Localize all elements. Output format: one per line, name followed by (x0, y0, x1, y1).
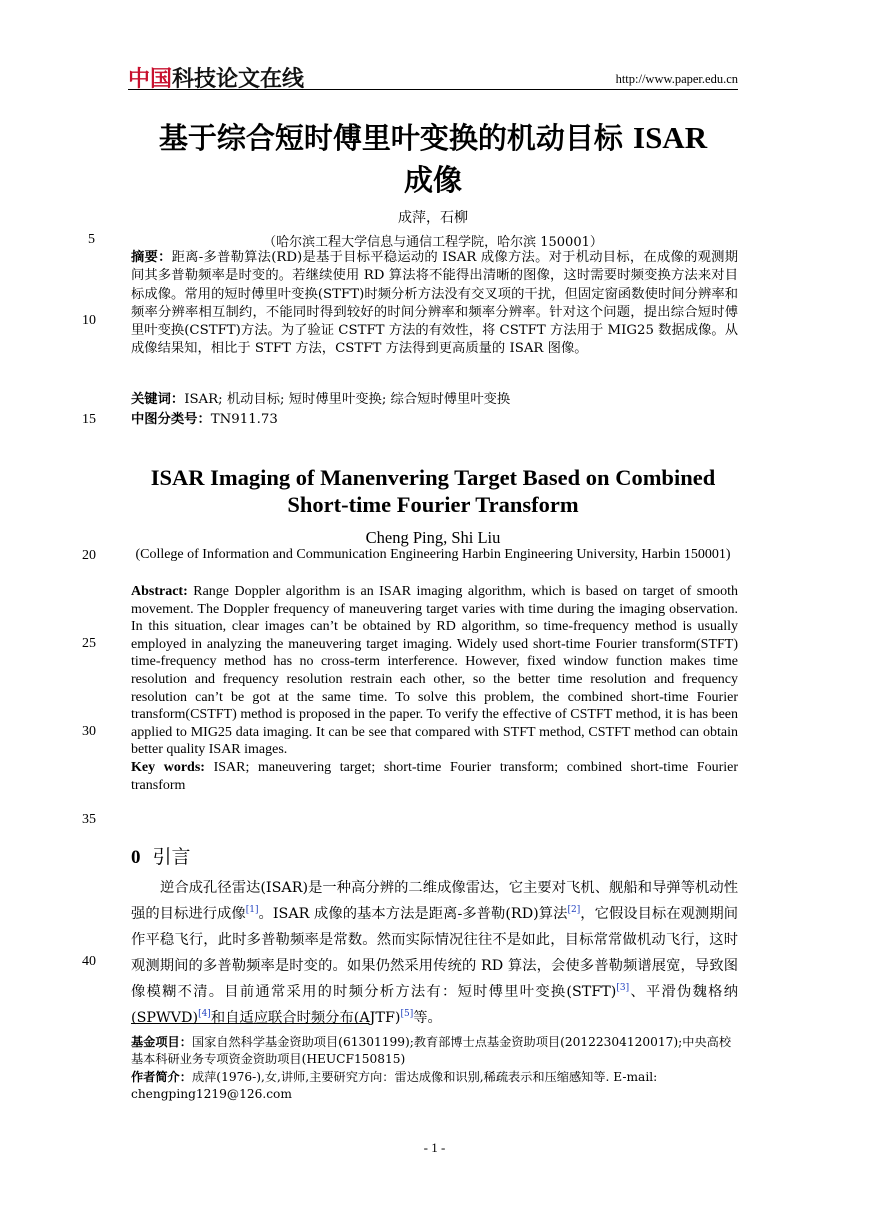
title-cn (128, 117, 738, 201)
intro-text: 等。 (413, 1010, 442, 1026)
intro-paragraph (131, 875, 738, 1031)
site-url[interactable]: http://www.paper.edu.cn (615, 72, 738, 86)
title-en-line1: ISAR Imaging of Manenvering Target Based on Combined (150, 465, 716, 490)
abstract-cn (131, 249, 738, 359)
page-number: - 1 - (423, 1140, 446, 1155)
logo-text-black: 科技论文在线 (172, 67, 305, 92)
classification-cn (131, 411, 738, 429)
keywords-cn-label: 关键词： (131, 392, 185, 407)
footnote-author (131, 1069, 738, 1102)
line-number: 15 (82, 412, 96, 427)
abstract-en-label: Abstract: (131, 584, 188, 599)
abstract-en (131, 583, 738, 794)
logo-text-red: 中国 (128, 67, 173, 92)
section-number: 0 (131, 847, 141, 868)
affiliation-en: (College of Information and Communication Engineering Harbin Engineering University, Harbin 150001) (135, 547, 731, 562)
line-number: 5 (88, 232, 95, 247)
citation-link[interactable]: [1] (245, 905, 259, 916)
classification-cn-text: TN911.73 (210, 412, 278, 427)
footnote-author-label: 作者简介： (131, 1070, 192, 1084)
authors-en: Cheng Ping, Shi Liu (365, 528, 501, 547)
citation-link[interactable]: [4] (198, 1009, 211, 1020)
affiliation-cn: （哈尔滨工程大学信息与通信工程学院，哈尔滨 150001） (263, 235, 603, 250)
line-number: 30 (82, 724, 96, 739)
intro-text: ，它假设目标在观测期间作平稳飞行，此时多普勒频率是常数。然而实际情况往往不是如此，目标常常做机动飞行，这时观测期间的多普勒频率是时变的。如果仍然采用传统的 RD 算法，会使多普勒频谱展宽，导致图像模糊不清。目前通常采用的时频分析方法有：短时傅里叶变换(STFT) (131, 906, 738, 1000)
intro-text: 、平滑伪魏格纳(SPWVD) (131, 984, 738, 1026)
section-title: 引言 (152, 846, 191, 868)
footnote-fund (131, 1034, 738, 1067)
classification-cn-label: 中图分类号： (131, 412, 211, 427)
line-number: 10 (82, 313, 96, 328)
title-cn-line1: 基于综合短时傅里叶变换的机动目标 (158, 121, 633, 155)
line-number: 40 (82, 954, 96, 969)
keywords-en-label: Key words: (131, 759, 205, 775)
intro-text: 。ISAR 成像的基本方法是距离-多普勒(RD)算法 (258, 906, 568, 922)
title-cn-line1-latin: ISAR (633, 120, 708, 155)
abstract-cn-text: 距离-多普勒算法(RD)是基于目标平稳运动的 ISAR 成像方法。对于机动目标，在成像的观测期间其多普勒频率是时变的。若继续使用 RD 算法将不能得出清晰的图像，这时需要时频变换方法来对目标成像。常用的短时傅里叶变换(STFT)时频分析方法没有交叉项的干扰，但固定窗函数使时间分辨率和频率分辨率相互制约，不能同时得到较好的时间分辨率和频率分辨率。针对这个问题，提出综合短时傅里叶变换(CSTFT)方法。为了验证 CSTFT 方法的有效性，将 CSTFT 方法用于 MIG25 数据成像。从成像结果知，相比于 STFT 方法，CSTFT 方法得到更高质量的 ISAR 图像。 (131, 250, 739, 357)
title-en-line2: Short-time Fourier Transform (287, 492, 579, 517)
keywords-en-text: ISAR; maneuvering target; short-time Fourier transform; combined short-time Fourier transform (131, 759, 738, 793)
section-heading (131, 842, 191, 869)
footnote-fund-label: 基金项目： (131, 1035, 192, 1049)
line-number: 20 (82, 548, 96, 563)
abstract-en-text: Range Doppler algorithm is an ISAR imaging algorithm, which is based on target of smooth movement. The Doppler frequency of maneuvering target varies with time during the imaging observation. In this situation, clear images can’t be obtained by RD algorithm, so time-frequency method is usually employed in analyzing the maneuvering target imaging. Widely used short-time Fourier transform(STFT) time-frequency method has no cross-term interference. However, fixed window function makes time resolution and frequency resolution restrain each other, so the better time resolution and frequency resolution can’t be got at the same time. To solve this problem, the combined short-time Fourier transform(CSTFT) method is proposed in the paper. To verify the effective of CSTFT method, it is has been applied to MIG25 data imaging. It can be see that compared with STFT method, CSTFT method can obtain better quality ISAR images. (131, 584, 738, 758)
intro-text: 和自适应联合时频分布(AJTF) (210, 1010, 401, 1026)
citation-link[interactable]: [3] (616, 983, 630, 994)
line-number: 35 (82, 812, 96, 827)
keywords-cn (131, 391, 738, 409)
citation-link[interactable]: [2] (567, 905, 581, 916)
citation-link[interactable]: [5] (400, 1009, 414, 1020)
title-en (128, 464, 738, 518)
authors-cn: 成萍，石柳 (398, 210, 468, 226)
header-rule (128, 89, 738, 90)
abstract-cn-label: 摘要： (131, 250, 172, 265)
footnote-rule (131, 1023, 369, 1024)
intro-text: 逆合成孔径雷达(ISAR)是一种高分辨的二维成像雷达，它主要对飞机、舰船和导弹等机动性强的目标进行成像 (131, 880, 738, 922)
footnote-fund-text: 国家自然科学基金资助项目(61301199);教育部博士点基金资助项目(20122304120017);中央高校基本科研业务专项资金资助项目(HEUCF150815) (131, 1035, 732, 1066)
line-number: 25 (82, 636, 96, 651)
footnote-author-text: 成萍(1976-),女,讲师,主要研究方向：雷达成像和识别,稀疏表示和压缩感知等. E-mail: chengping1219@126.com (131, 1070, 658, 1101)
keywords-cn-text: ISAR; 机动目标; 短时傅里叶变换; 综合短时傅里叶变换 (184, 392, 511, 407)
title-cn-line2: 成像 (403, 163, 462, 197)
